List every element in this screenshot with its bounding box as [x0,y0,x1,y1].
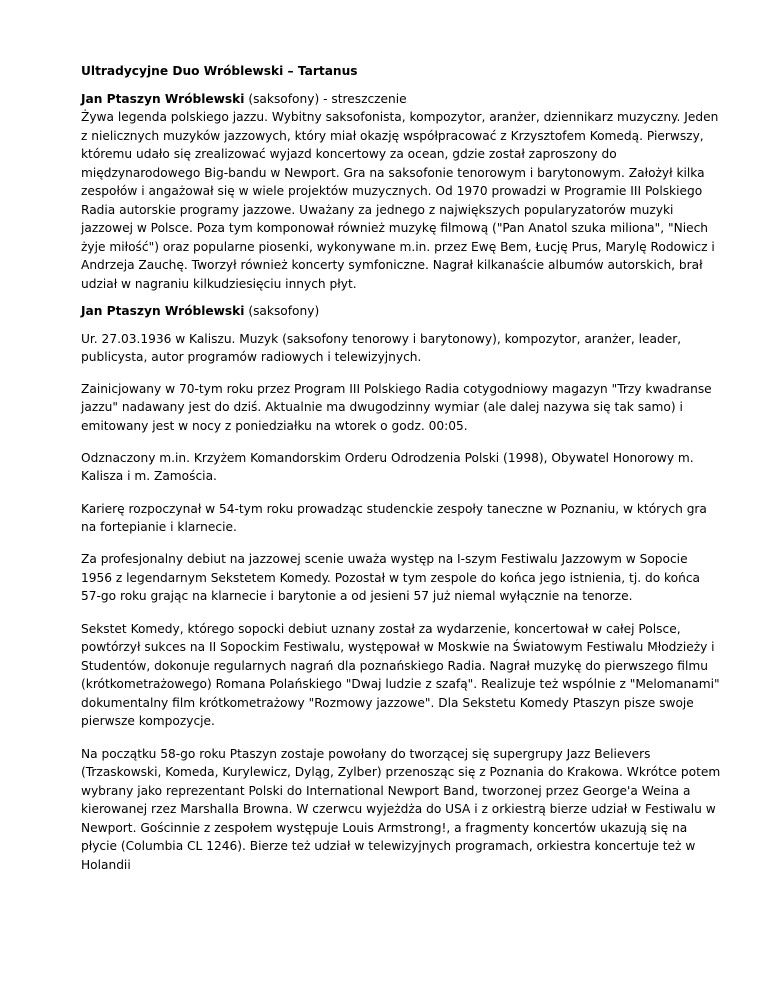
section-1-body: Żywa legenda polskiego jazzu. Wybitny saksofonista, kompozytor, aranżer, dziennikarz muzyczny. Jeden z nielicznych muzyków jazzowych, który miał okazję współpracować z Krzysztofem Komedą. Pierwszy, któremu udało się zrealizować wyjazd koncertowy za ocean, gdzie został zaproszony do międzynarodowego Big-bandu w Newport. Gra na saksofonie tenorowym i barytonowym. Założył kilka zespołów i angażował się w wiele projektów muzycznych. Od 1970 prowadzi w Programie III Polskiego Radia autorskie programy jazzowe. Uważany za jednego z największych popularyzatorów muzyki jazzowej w Polsce. Poza tym komponował również muzykę filmową ("Pan Anatol szuka miliona", "Niech żyje miłość") oraz popularne piosenki, wykonywane m.in. przez Ewę Bem, Łucję Prus, Marylę Rodowicz i Andrzeja Zauchę. Tworzył również koncerty symfoniczne. Nagrał kilkanaście albumów autorskich, brał udział w nagraniu kilkudziesięciu innych płyt. [81,110,719,291]
section-1-suffix: (saksofony) - streszczenie [244,91,407,106]
section-2-paragraph: Odznaczony m.in. Krzyżem Komandorskim Orderu Odrodzenia Polski (1998), Obywatel Honorowy m. Kalisza i m. Zamościa. [81,450,694,484]
section-2-paragraph: Karierę rozpoczynał w 54-tym roku prowadząc studenckie zespoły taneczne w Poznaniu, w których gra na fortepianie i klarnecie. [81,501,707,534]
section-1-name: Jan Ptaszyn Wróblewski [81,91,245,106]
section-2-heading [81,302,721,321]
section-2-paragraph: Ur. 27.03.1936 w Kaliszu. Muzyk (saksofony tenorowy i barytonowy), kompozytor, aranżer, leader, publicysta, autor programów radiowych i telewizyjnych. [81,331,682,364]
section-2-suffix: (saksofony) [244,304,320,318]
document-title: Ultradycyjne Duo Wróblewski – Tartanus [81,64,358,78]
document-page [81,62,721,883]
section-2-paragraph: Zainicjowany w 70-tym roku przez Program III Polskiego Radia cotygodniowy magazyn "Trzy kwadranse jazzu" nadawany jest do dziś. Aktualnie ma dwugodzinny wymiar (ale dalej nazywa się tak samo) i emitowany jest w nocy z poniedziałku na wtorek o godz. 00:05. [81,382,712,433]
section-2-paragraph: Sekstet Komedy, którego sopocki debiut uznany został za wydarzenie, koncertował w całej Polsce, powtórzył sukces na II Sopockim Festiwalu, występował w Moskwie na Światowym Festiwalu Młodzieży i Studentów, dokonuje regularnych nagrań dla poznańskiego Radia. Nagrał muzykę do pierwszego filmu (krótkometrażowego) Romana Polańskiego "Dwaj ludzie z szafą". Realizuje też wspólnie z "Melomanami" dokumentalny film krótkometrażowy "Rozmowy jazzowe". Dla Sekstetu Komedy Ptaszyn pisze swoje pierwsze kompozycje. [81,621,720,729]
section-2-name: Jan Ptaszyn Wróblewski [81,304,245,318]
section-2-paragraph: Za profesjonalny debiut na jazzowej scenie uważa występ na I-szym Festiwalu Jazzowym w Sopocie 1956 z legendarnym Sekstetem Komedy. Pozostał w tym zespole do końca jego istnienia, tj. do końca 57-go roku grając na klarnecie i barytonie a od jesieni 57 już niemal wyłącznie na tenorze. [81,552,700,604]
section-1-heading [81,90,721,109]
section-2-paragraph: Na początku 58-go roku Ptaszyn zostaje powołany do tworzącej się supergrupy Jazz Believers (Trzaskowski, Komeda, Kurylewicz, Dyląg, Zylber) przenosząc się z Poznania do Krakowa. Wkrótce potem wybrany jako reprezentant Polski do International Newport Band, tworzonej przez George'a Weina a kierowanej rzez Marshalla Browna. W czerwcu wyjeżdża do USA i z orkiestrą bierze udział w Festiwalu w Newport. Gościnnie z zespołem występuje Louis Armstrong!, a fragmenty koncertów ukazują się na płycie (Columbia CL 1246). Bierze też udział w telewizyjnych programach, orkiestra koncertuje też w Holandii [81,746,721,872]
